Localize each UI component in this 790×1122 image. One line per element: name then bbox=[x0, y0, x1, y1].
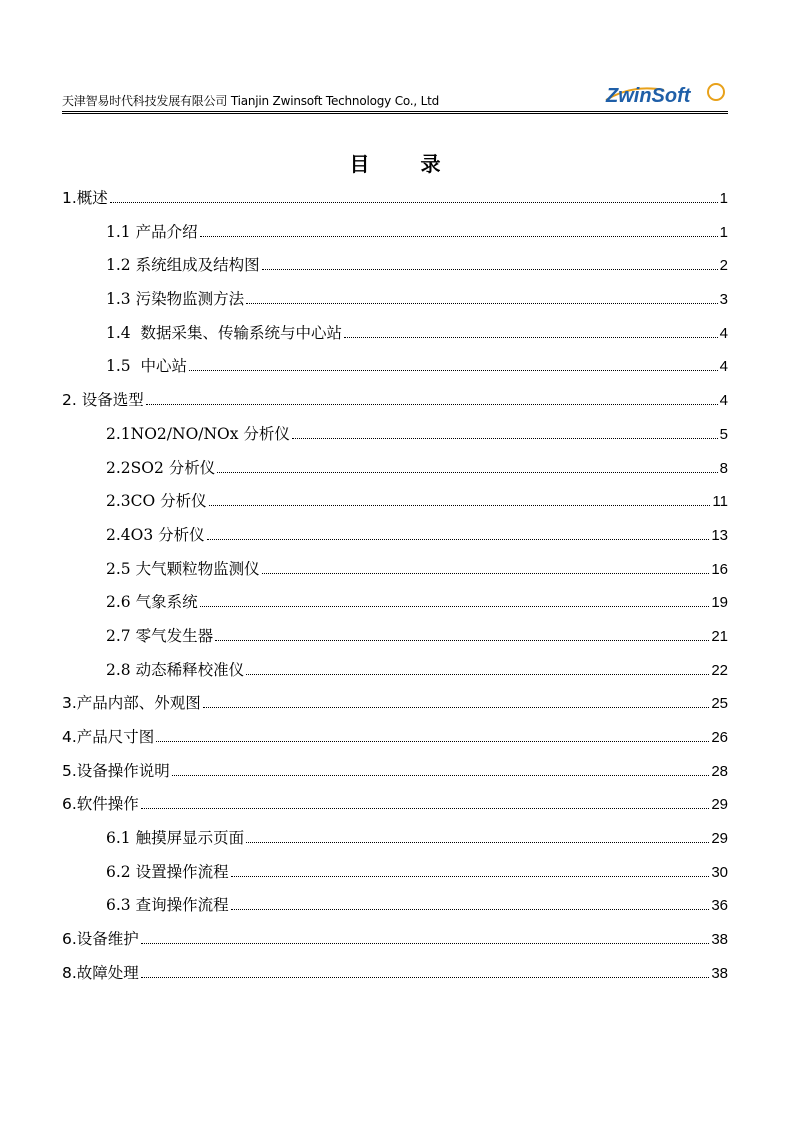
toc-entry-label: 1.2 系统组成及结构图 bbox=[106, 256, 260, 275]
toc-entry[interactable] bbox=[62, 658, 728, 692]
toc-entry[interactable] bbox=[62, 860, 728, 894]
toc-leader-dots bbox=[203, 707, 710, 708]
toc-entry-label: 8.故障处理 bbox=[62, 963, 139, 982]
toc-entry-page: 1 bbox=[719, 223, 728, 241]
toc-entry[interactable] bbox=[62, 220, 728, 254]
table-of-contents bbox=[62, 186, 728, 995]
toc-entry[interactable] bbox=[62, 354, 728, 388]
toc-entry-label: 1.5 中心站 bbox=[106, 357, 188, 376]
toc-entry-label: 2.5 大气颗粒物监测仪 bbox=[106, 559, 260, 578]
toc-entry-page: 4 bbox=[719, 392, 728, 410]
toc-leader-dots bbox=[207, 539, 710, 540]
toc-leader-dots bbox=[141, 943, 710, 944]
toc-entry-page: 29 bbox=[711, 796, 728, 814]
toc-entry[interactable] bbox=[62, 489, 728, 523]
header-rule bbox=[62, 111, 728, 112]
toc-entry-label: 6.1 触摸屏显示页面 bbox=[106, 829, 245, 848]
toc-entry[interactable] bbox=[62, 927, 728, 961]
zwinsoft-logo bbox=[602, 80, 728, 108]
toc-entry-page: 5 bbox=[719, 425, 728, 443]
toc-title: 目 录 bbox=[349, 152, 463, 176]
toc-entry[interactable] bbox=[62, 287, 728, 321]
toc-leader-dots bbox=[141, 808, 710, 809]
toc-entry-label: 2.1NO2/NO/NOx 分析仪 bbox=[106, 424, 290, 443]
toc-leader-dots bbox=[217, 472, 717, 473]
toc-entry-page: 8 bbox=[719, 459, 728, 477]
toc-leader-dots bbox=[200, 236, 718, 237]
toc-entry[interactable] bbox=[62, 826, 728, 860]
toc-leader-dots bbox=[156, 741, 709, 742]
toc-entry-label: 2. 设备选型 bbox=[62, 391, 144, 410]
toc-entry-page: 2 bbox=[719, 257, 728, 275]
toc-entry-page: 30 bbox=[711, 863, 728, 881]
toc-entry-page: 29 bbox=[711, 830, 728, 848]
toc-entry-page: 26 bbox=[711, 729, 728, 746]
toc-entry-label: 6.3 查询操作流程 bbox=[106, 896, 229, 915]
toc-entry[interactable] bbox=[62, 590, 728, 624]
toc-entry[interactable] bbox=[62, 759, 728, 793]
toc-entry[interactable] bbox=[62, 624, 728, 658]
toc-entry-page: 3 bbox=[719, 291, 728, 309]
header-rule-thin bbox=[62, 113, 728, 114]
toc-leader-dots bbox=[246, 674, 709, 675]
toc-entry-label: 2.4O3 分析仪 bbox=[106, 525, 205, 544]
toc-entry-label: 1.概述 bbox=[62, 189, 108, 207]
toc-entry-label: 1.4 数据采集、传输系统与中心站 bbox=[106, 323, 343, 342]
toc-entry[interactable] bbox=[62, 961, 728, 995]
toc-entry-label: 3.产品内部、外观图 bbox=[62, 694, 201, 713]
toc-leader-dots bbox=[231, 876, 710, 877]
toc-entry-label: 6.设备维护 bbox=[62, 930, 139, 949]
toc-entry[interactable] bbox=[62, 725, 728, 759]
page-header bbox=[62, 80, 728, 112]
toc-entry-page: 21 bbox=[711, 627, 728, 645]
toc-entry[interactable] bbox=[62, 422, 728, 456]
toc-entry-page: 36 bbox=[711, 897, 728, 915]
toc-entry[interactable] bbox=[62, 523, 728, 557]
svg-text:ZwinSoft: ZwinSoft bbox=[606, 85, 691, 107]
toc-entry[interactable] bbox=[62, 456, 728, 490]
toc-leader-dots bbox=[215, 640, 709, 641]
toc-leader-dots bbox=[262, 573, 710, 574]
toc-leader-dots bbox=[231, 909, 710, 910]
toc-entry-label: 2.3CO 分析仪 bbox=[106, 492, 207, 511]
toc-leader-dots bbox=[189, 370, 718, 371]
toc-leader-dots bbox=[262, 269, 718, 270]
toc-entry-label: 2.6 气象系统 bbox=[106, 593, 198, 612]
toc-leader-dots bbox=[172, 775, 710, 776]
toc-leader-dots bbox=[246, 842, 709, 843]
toc-entry-label: 6.2 设置操作流程 bbox=[106, 862, 229, 881]
toc-leader-dots bbox=[209, 505, 711, 506]
toc-leader-dots bbox=[246, 303, 718, 304]
toc-entry-page: 11 bbox=[712, 493, 728, 511]
toc-leader-dots bbox=[292, 438, 718, 439]
toc-entry[interactable] bbox=[62, 792, 728, 826]
toc-entry-page: 4 bbox=[719, 324, 728, 342]
toc-entry[interactable] bbox=[62, 253, 728, 287]
toc-leader-dots bbox=[146, 404, 718, 405]
toc-leader-dots bbox=[141, 977, 710, 978]
toc-entry-label: 2.2SO2 分析仪 bbox=[106, 458, 216, 477]
toc-entry[interactable] bbox=[62, 321, 728, 355]
toc-entry-label: 5.设备操作说明 bbox=[62, 761, 170, 780]
toc-entry-page: 13 bbox=[711, 526, 728, 544]
toc-entry-page: 16 bbox=[711, 560, 728, 578]
toc-leader-dots bbox=[344, 337, 718, 338]
company-name: 天津智易时代科技发展有限公司 Tianjin Zwinsoft Technology Co., Ltd bbox=[62, 94, 440, 108]
toc-entry-label: 2.8 动态稀释校准仪 bbox=[106, 660, 245, 679]
toc-entry-page: 38 bbox=[711, 931, 728, 949]
toc-entry-page: 38 bbox=[711, 964, 728, 982]
toc-entry-page: 19 bbox=[711, 594, 728, 612]
toc-entry-page: 4 bbox=[719, 358, 728, 376]
toc-leader-dots bbox=[200, 606, 710, 607]
toc-entry-label: 6.软件操作 bbox=[62, 795, 139, 814]
toc-entry-page: 28 bbox=[711, 762, 728, 780]
toc-entry[interactable] bbox=[62, 186, 728, 220]
toc-entry-label: 1.3 污染物监测方法 bbox=[106, 290, 245, 309]
toc-entry[interactable] bbox=[62, 691, 728, 725]
toc-leader-dots bbox=[110, 202, 718, 203]
toc-entry-label: 2.7 零气发生器 bbox=[106, 626, 214, 645]
toc-entry-page: 22 bbox=[711, 661, 728, 679]
toc-entry[interactable] bbox=[62, 388, 728, 422]
toc-entry-label: 1.1 产品介绍 bbox=[106, 222, 198, 241]
toc-entry[interactable] bbox=[62, 557, 728, 591]
toc-entry[interactable] bbox=[62, 893, 728, 927]
toc-entry-label: 4.产品尺寸图 bbox=[62, 728, 155, 746]
toc-entry-page: 25 bbox=[711, 695, 728, 713]
toc-entry-page: 1 bbox=[719, 190, 728, 207]
